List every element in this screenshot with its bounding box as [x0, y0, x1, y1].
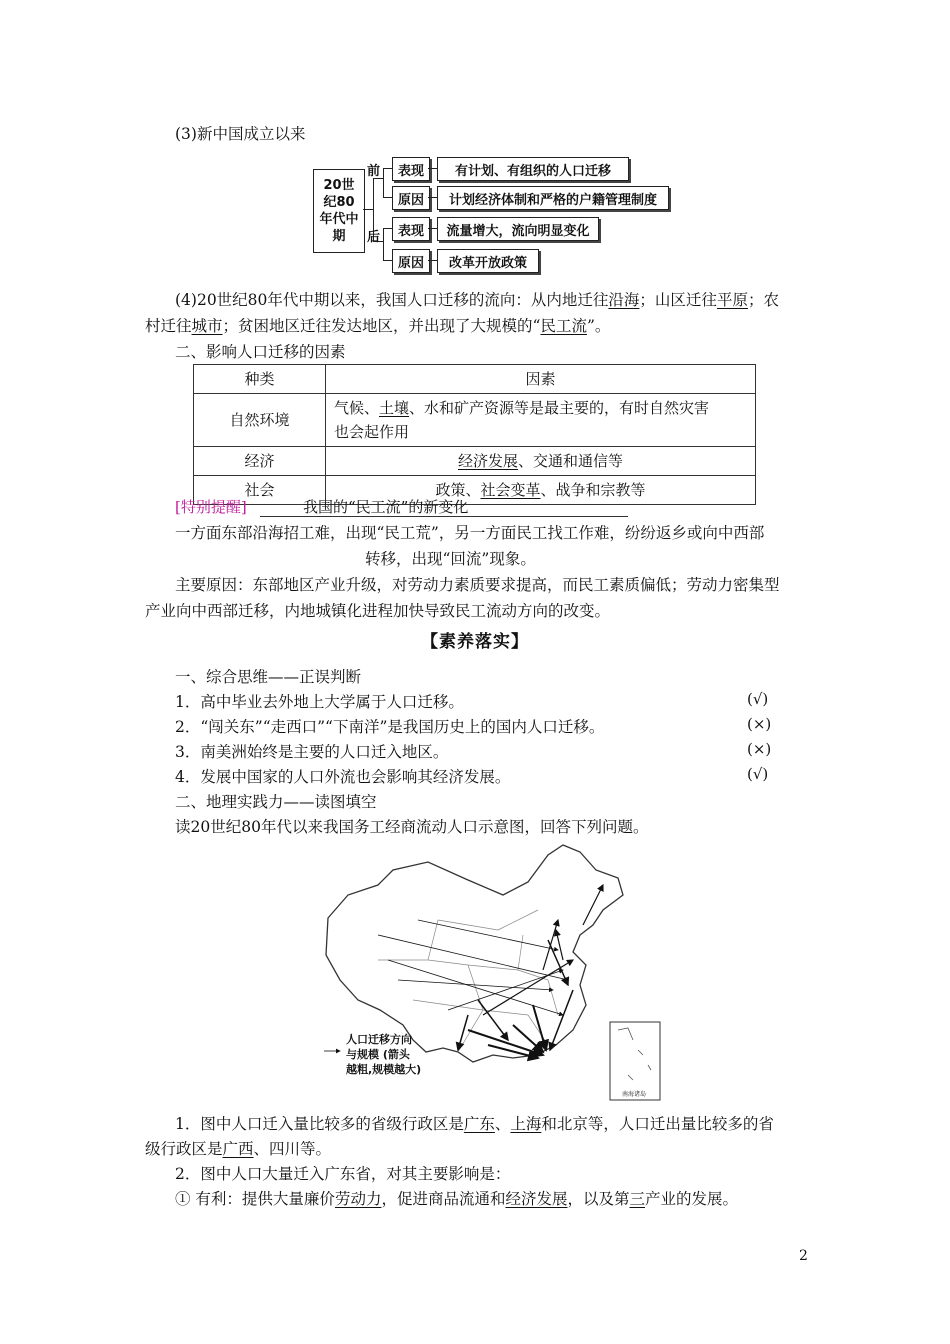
- q2-text: ① 有利：提供大量廉价: [175, 1190, 335, 1208]
- answer-soil: 土壤: [379, 399, 410, 417]
- factors-table: [193, 364, 756, 505]
- tip-p2a: 主要原因：东部地区产业升级，对劳动力素质要求提高，而民工素质偏低；劳动力密集型: [175, 576, 780, 594]
- page-number: 2: [799, 1248, 808, 1264]
- diagram-before-label: 前: [367, 164, 381, 179]
- diagram-tag-label: 原因: [397, 255, 424, 271]
- table-header-factor: 因素: [326, 365, 756, 394]
- diagram-tag-box: [392, 217, 430, 241]
- practice-intro: 读20世纪80年代以来我国务工经商流动人口示意图，回答下列问题。: [175, 818, 649, 836]
- tip-p2b: 产业向中西部迁移，内地城镇化进程加快导致民工流动方向的改变。: [145, 602, 611, 620]
- judge-title: 一、综合思维——正误判断: [175, 668, 362, 686]
- diagram-text-box: [437, 157, 629, 181]
- tip-p1b: 转移，出现“回流”现象。: [365, 550, 536, 568]
- s4-text: ”。: [586, 317, 611, 335]
- diagram-text: 计划经济体制和严格的户籍管理制度: [448, 192, 657, 208]
- table-cell-kind: 社会: [194, 476, 326, 505]
- s4-line2: [145, 314, 610, 336]
- q1-text: 、: [494, 1115, 511, 1133]
- judge-item: 3．南美洲始终是主要的人口迁入地区。: [175, 743, 449, 761]
- answer-social-change: 社会变革: [480, 481, 541, 499]
- cell-text: 、交通和通信等: [518, 452, 624, 470]
- answer-labor: 劳动力: [334, 1190, 382, 1208]
- judge-mark: (√): [747, 765, 769, 783]
- diagram-connector: [383, 228, 392, 229]
- answer-guangdong: 广东: [463, 1115, 495, 1133]
- tip-p1a: 一方面东部沿海招工难，出现“民工荒”，另一方面民工找工作难，纷纷返乡或向中西部: [175, 524, 765, 542]
- judge-item: 4．发展中国家的人口外流也会影响其经济发展。: [175, 768, 511, 786]
- tip-title: 我国的“民工流”的新变化: [303, 498, 469, 516]
- answer-plain: 平原: [716, 291, 748, 309]
- china-migration-map: [318, 840, 668, 1105]
- diagram-tag-label: 表现: [397, 163, 424, 179]
- judge-item: 1．高中毕业去外地上大学属于人口迁移。: [175, 693, 464, 711]
- diagram-tag-label: 表现: [397, 223, 424, 239]
- judge-mark: (×): [747, 740, 772, 758]
- diagram-connector: [428, 228, 437, 229]
- answer-economy: 经济发展: [457, 452, 518, 470]
- table-row: [194, 365, 756, 394]
- cell-text: 气候、: [334, 399, 380, 417]
- diagram-tag-box: [392, 157, 430, 181]
- diagram-tag-label: 原因: [397, 192, 424, 208]
- diagram-text: 流量增大，流向明显变化: [446, 223, 590, 239]
- q1-text: 级行政区是: [145, 1140, 223, 1158]
- cell-text: 政策、: [435, 481, 481, 499]
- q1-text: 、四川等。: [253, 1140, 332, 1158]
- legend-line1: 人口迁移方向: [346, 1033, 412, 1046]
- diagram-connector: [383, 168, 392, 169]
- tip-label: [特别提醒]: [175, 498, 247, 516]
- s4-text: ；山区迁往: [639, 291, 717, 309]
- diagram-tag-box: [392, 186, 430, 210]
- answer-coast: 沿海: [608, 291, 640, 309]
- answer-migrant-flow: 民工流: [540, 317, 587, 335]
- s4-text: ；农: [747, 291, 779, 309]
- diagram-connector: [383, 228, 384, 260]
- table-row: [194, 476, 756, 505]
- diagram-after-label: 后: [367, 230, 381, 245]
- s4-text: (4)20世纪80年代中期以来，我国人口迁移的流向：从内地迁往: [175, 291, 609, 309]
- legend-line2: 与规模 (箭头: [346, 1048, 410, 1061]
- diagram-main-box: [313, 169, 365, 253]
- cell-text: 、战争和宗教等: [540, 481, 646, 499]
- cell-text: 也会起作用: [334, 423, 410, 441]
- diagram-text: 改革开放政策: [448, 255, 527, 271]
- diagram-connector: [383, 260, 392, 261]
- q2-line: [175, 1187, 738, 1209]
- section2-title: 二、影响人口迁移的因素: [175, 343, 346, 361]
- china-outline: [326, 845, 623, 1062]
- diagram-tag-box: [392, 249, 430, 273]
- cell-text: 、水和矿产资源等是最主要的，有时自然灾害: [409, 399, 710, 417]
- q1-text: 1．图中人口迁入量比较多的省级行政区是: [175, 1115, 464, 1133]
- table-row: [194, 394, 756, 447]
- q2-text: 产业的发展。: [645, 1190, 739, 1208]
- q1-text: 和北京等，人口迁出量比较多的省: [541, 1115, 774, 1133]
- diagram-text-box: [437, 186, 669, 210]
- diagram-text-box: [437, 217, 599, 241]
- answer-tertiary: 三: [629, 1190, 646, 1208]
- diagram-connector: [428, 260, 437, 261]
- s4-line1: [175, 288, 779, 310]
- diagram-connector: [428, 197, 437, 198]
- judge-mark: (×): [747, 715, 772, 733]
- inset-label: 南海诸岛: [622, 1091, 647, 1098]
- diagram-text: 有计划、有组织的人口迁移: [454, 163, 611, 179]
- s4-text: 村迁往: [145, 317, 192, 335]
- table-cell-kind: 经济: [194, 447, 326, 476]
- q2-text: ，以及第: [567, 1190, 630, 1208]
- table-cell-kind: 自然环境: [194, 394, 326, 447]
- q1-line2: [145, 1137, 331, 1159]
- diagram-connector: [383, 197, 392, 198]
- tip-divider: [260, 516, 628, 517]
- literacy-section-title: 【素养落实】: [421, 632, 529, 652]
- subsection-3-heading: (3)新中国成立以来: [175, 125, 306, 143]
- legend-line3: 越粗,规模越大): [346, 1063, 422, 1076]
- diagram-connector: [383, 168, 384, 197]
- table-cell-factor: [326, 394, 756, 447]
- practice-title: 二、地理实践力——读图填空: [175, 793, 377, 811]
- south-china-sea-inset: [610, 1022, 660, 1100]
- answer-shanghai: 上海: [510, 1115, 542, 1133]
- answer-economic-development: 经济发展: [505, 1190, 568, 1208]
- answer-city: 城市: [191, 317, 223, 335]
- answer-guangxi: 广西: [222, 1140, 254, 1158]
- diagram-text-box: [437, 249, 539, 273]
- table-cell-factor: [326, 447, 756, 476]
- s4-text: ；贫困地区迁往发达地区，并出现了大规模的“: [222, 317, 541, 335]
- q1-line1: [175, 1112, 774, 1134]
- table-row: [194, 447, 756, 476]
- table-header-kind: 种类: [194, 365, 326, 394]
- diagram-connector: [428, 168, 437, 169]
- diagram-connector: [363, 209, 373, 210]
- q2-title: 2．图中人口大量迁入广东省，对其主要影响是：: [175, 1165, 511, 1183]
- diagram-main-label: 20世纪80年代中期: [319, 178, 359, 244]
- judge-item: 2．“闯关东”“走西口”“下南洋”是我国历史上的国内人口迁移。: [175, 718, 605, 736]
- q2-text: ，促进商品流通和: [381, 1190, 506, 1208]
- judge-mark: (√): [747, 690, 769, 708]
